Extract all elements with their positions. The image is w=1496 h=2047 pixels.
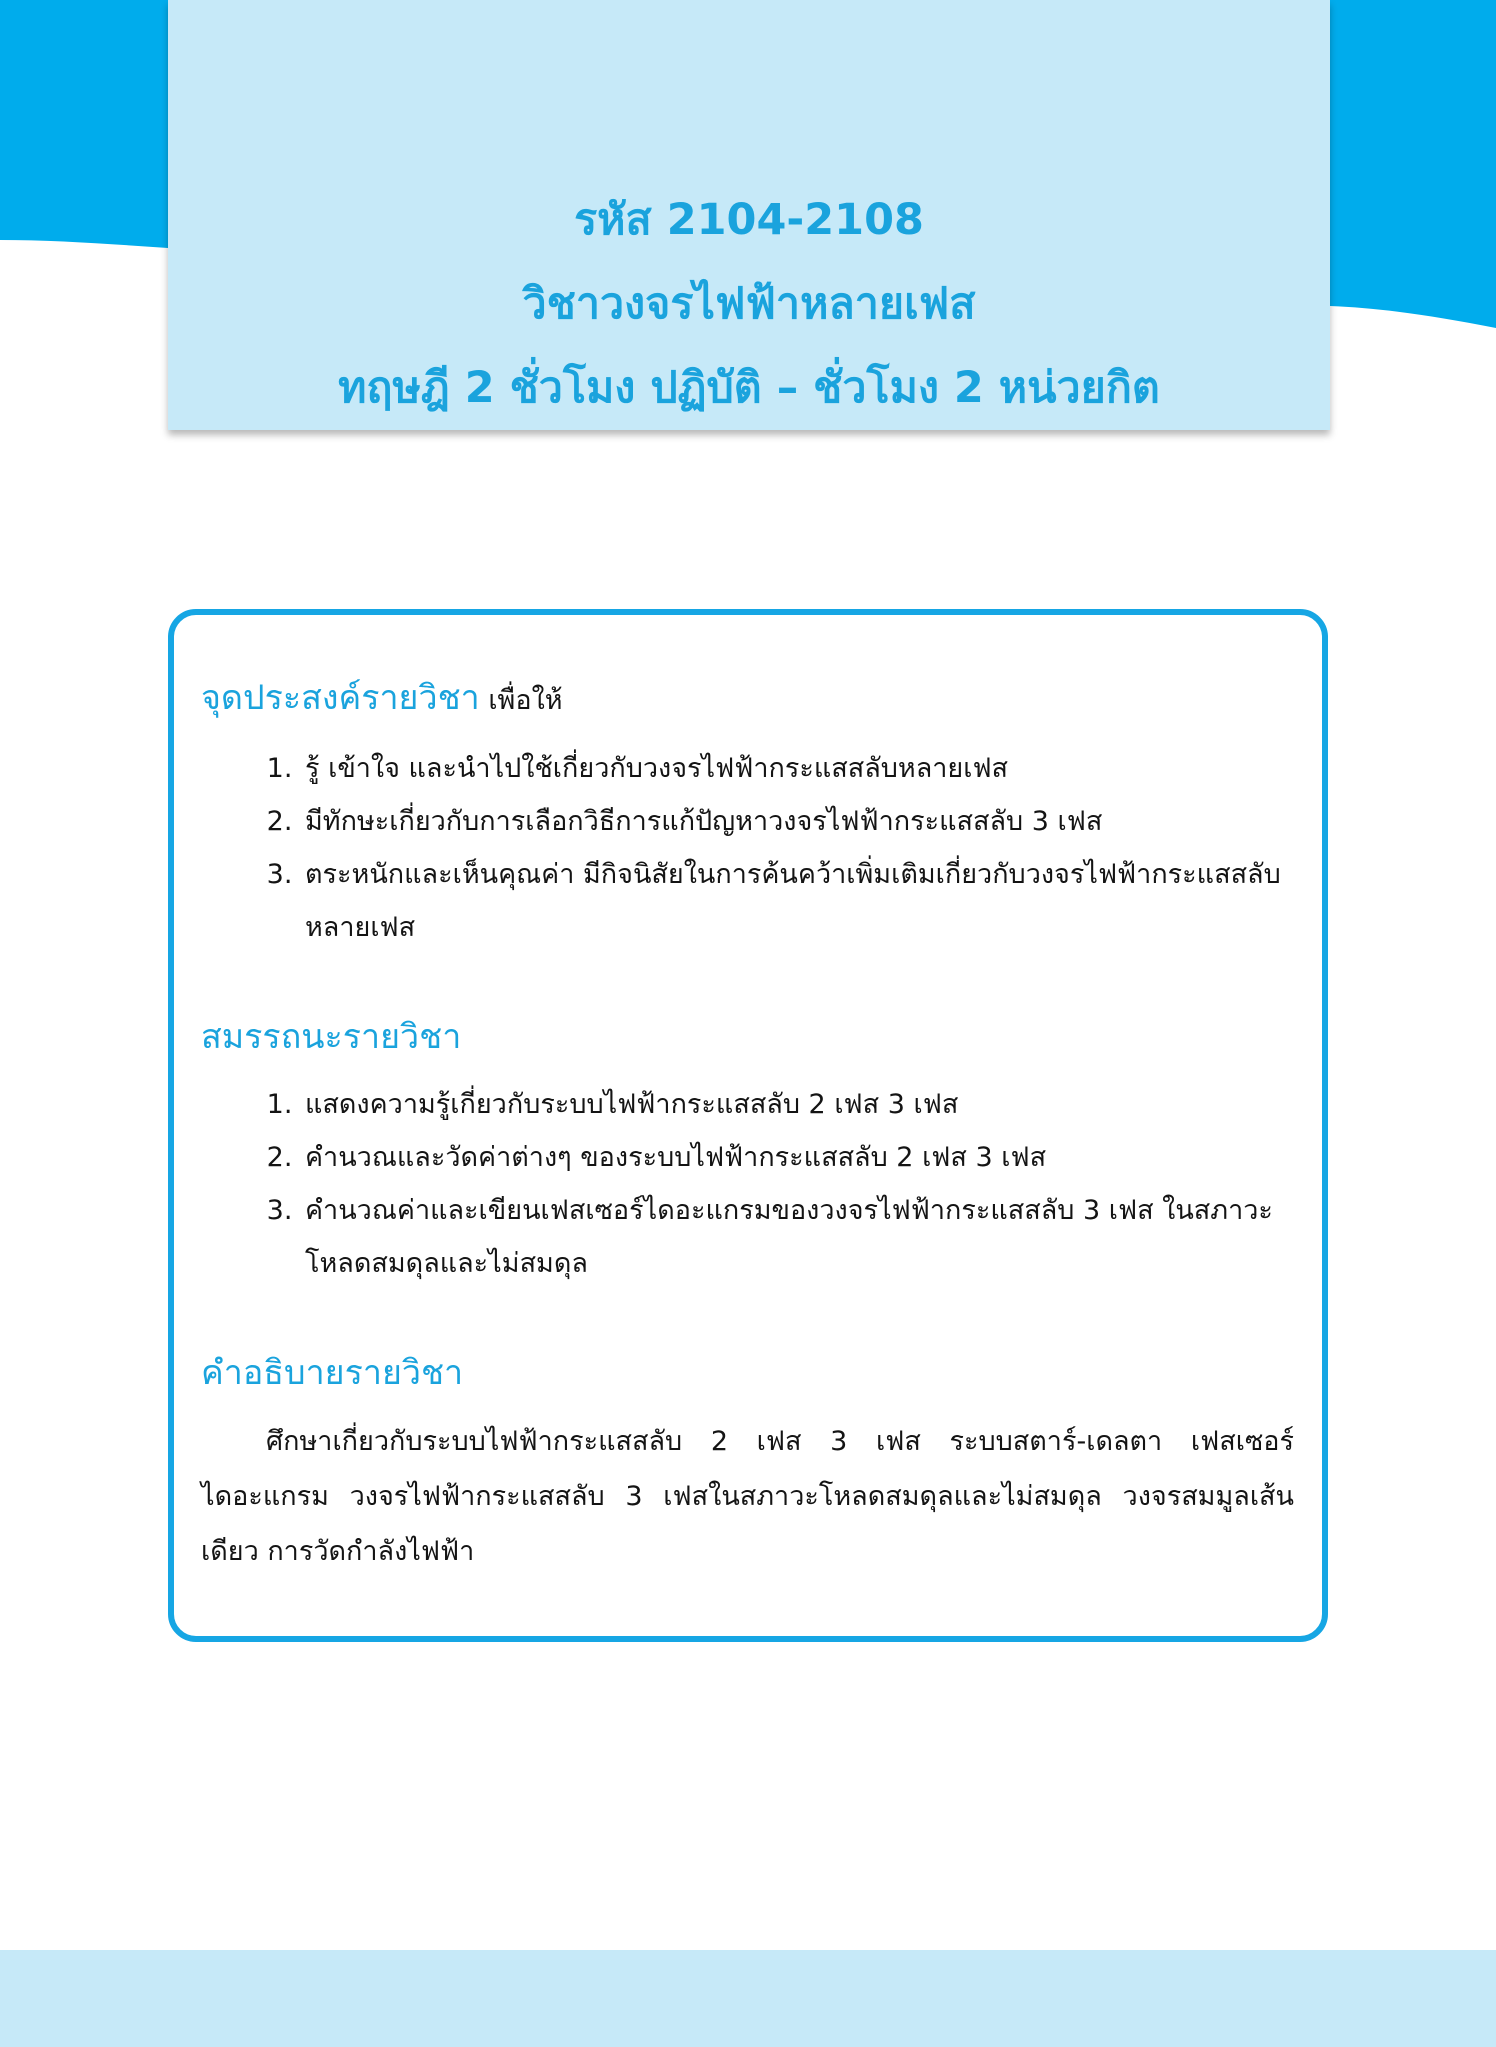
description-heading: คำอธิบายรายวิชา	[201, 1353, 464, 1393]
objectives-suffix: เพื่อให้	[479, 685, 563, 716]
objectives-list	[201, 742, 1294, 954]
course-code: รหัส 2104-2108	[574, 195, 924, 245]
description-text: ศึกษาเกี่ยวกับระบบไฟฟ้ากระแสสลับ 2 เฟส 3 เฟส ระบบสตาร์-เดลตา เฟสเซอร์ไดอะแกรม วงจรไฟฟ้ากระแสสลับ 3 เฟสในสภาวะโหลดสมดุลและไม่สมดุล วงจรสมมูลเส้นเดียว การวัดกำลังไฟฟ้า	[201, 1426, 1294, 1567]
course-info-box	[168, 609, 1328, 1642]
list-item: 3. คำนวณค่าและเขียนเฟสเซอร์ไดอะแกรมของวงจรไฟฟ้ากระแสสลับ 3 เฟส ในสภาวะโหลดสมดุลและไม่สมดุล	[301, 1184, 1294, 1290]
list-item: 2. คำนวณและวัดค่าต่างๆ ของระบบไฟฟ้ากระแสสลับ 2 เฟส 3 เฟส	[301, 1131, 1294, 1184]
course-name: วิชาวงจรไฟฟ้าหลายเฟส	[522, 279, 976, 329]
course-hours: ทฤษฎี 2 ชั่วโมง ปฏิบัติ – ชั่วโมง 2 หน่วยกิต	[338, 363, 1160, 413]
list-item: 1. แสดงความรู้เกี่ยวกับระบบไฟฟ้ากระแสสลับ 2 เฟส 3 เฟส	[301, 1078, 1294, 1131]
objectives-heading	[201, 671, 1294, 728]
list-item: 3. ตระหนักและเห็นคุณค่า มีกิจนิสัยในการค้นคว้าเพิ่มเติมเกี่ยวกับวงจรไฟฟ้ากระแสสลับหลายเฟส	[301, 848, 1294, 954]
list-item: 1. รู้ เข้าใจ และนำไปใช้เกี่ยวกับวงจรไฟฟ้ากระแสสลับหลายเฟส	[301, 742, 1294, 795]
header-panel	[168, 0, 1330, 430]
list-item: 2. มีทักษะเกี่ยวกับการเลือกวิธีการแก้ปัญหาวงจรไฟฟ้ากระแสสลับ 3 เฟส	[301, 795, 1294, 848]
competencies-heading: สมรรถนะรายวิชา	[201, 1017, 462, 1057]
objectives-title: จุดประสงค์รายวิชา	[201, 678, 480, 718]
competencies-list	[201, 1078, 1294, 1290]
footer-band	[0, 1950, 1496, 2047]
